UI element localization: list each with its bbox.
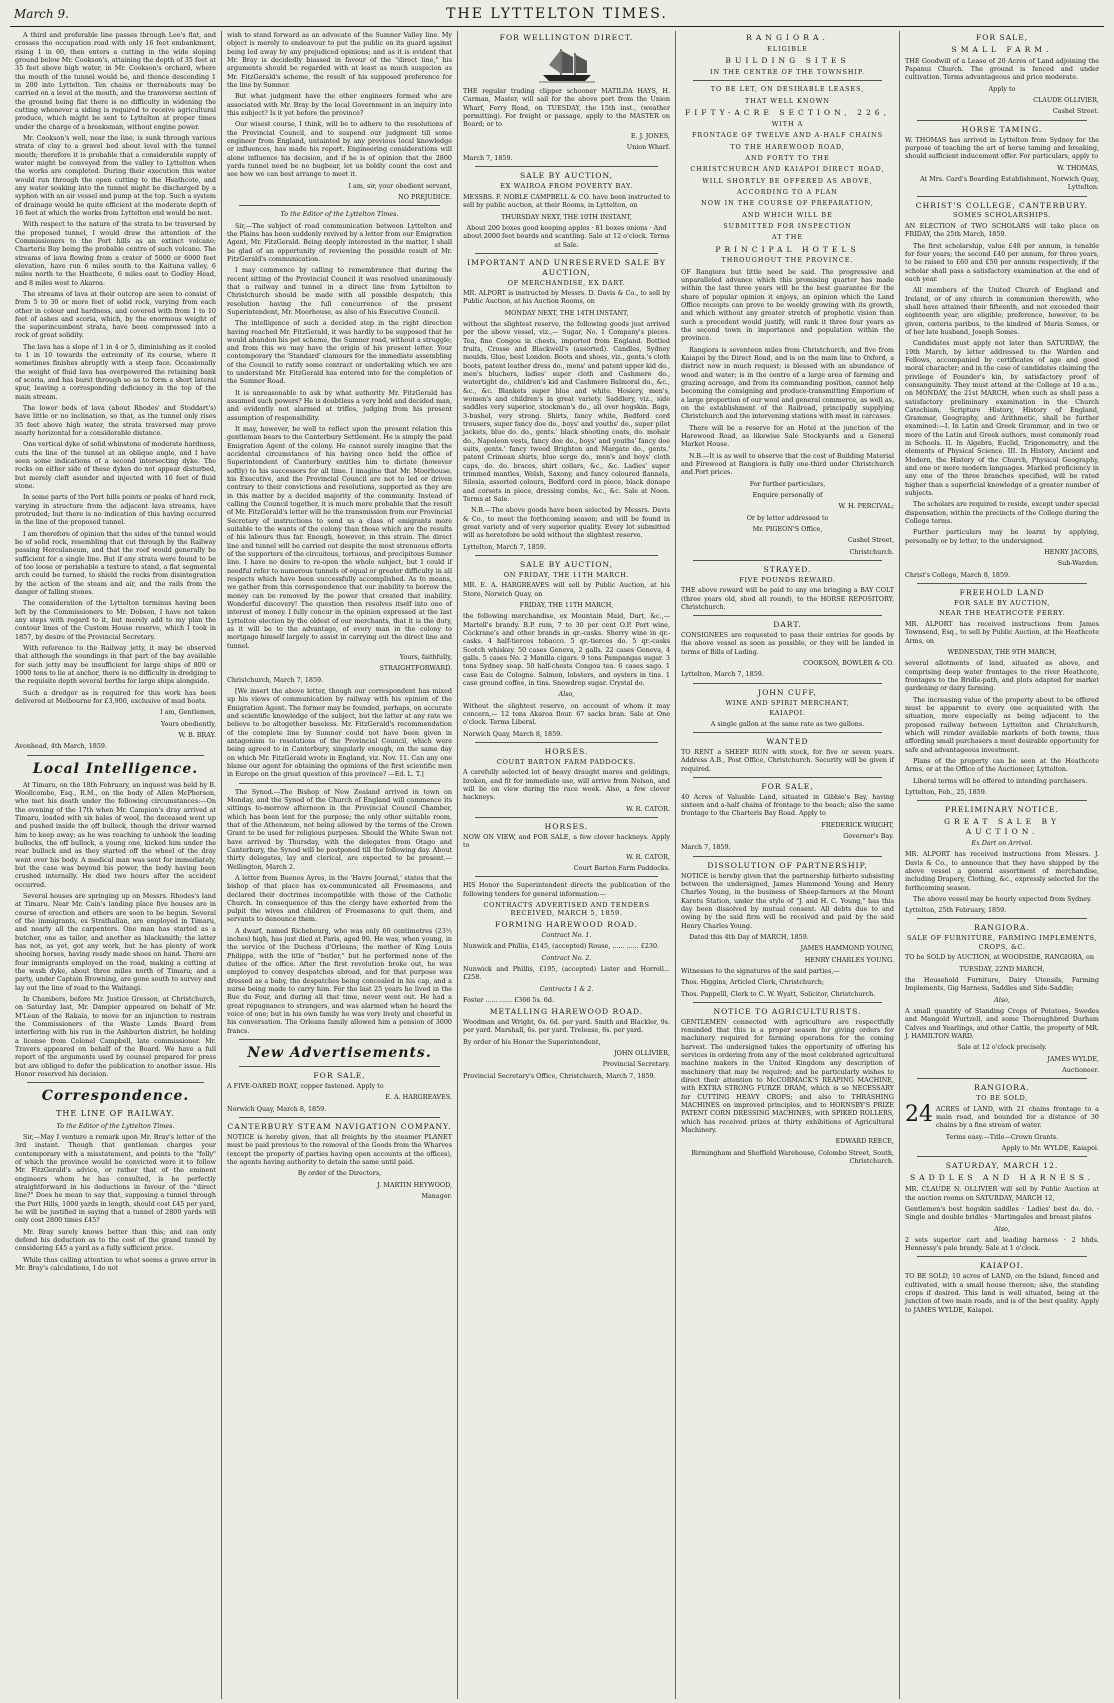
ad-subtitle: TO BE SOLD, xyxy=(976,1094,1028,1103)
advertisement xyxy=(681,33,894,556)
article-paragraph: The consideration of the Lyttelton terminus having been left by the Commissioners to Mr. Dobson, I have not taken any steps with regard to it, but merely add to my plan the contour lines of the Custom House reserve, which I took in 1857, by desire of the Provincial Secretary. xyxy=(15,599,216,641)
letter-paragraph: The intelligence of such a decided step in the right direction having reached Mr. FitzGerald, it was hardly to be supposed that he would abandon his pet scheme, the Sumner road, without a struggle; and from this we may have the origin of his present letter. Your contemporary the 'Standard' clamours for the immediate assembling of the Council to ratify some contract or undertaking which we are to understand Mr. FitzGerald has entered into for the completion of the Sumner Road. xyxy=(227,319,452,386)
ad-subtitle: OF MERCHANDISE, EX DART. xyxy=(507,278,626,287)
ad-line: Apply to xyxy=(988,84,1016,93)
ad-body: TO be SOLD by AUCTION, at WOODSIDE, RANGIORA, on xyxy=(905,953,1095,962)
divider xyxy=(917,800,1087,801)
ad-date: Norwich Quay, March 8, 1859. xyxy=(463,729,563,738)
advertisement xyxy=(905,1083,1099,1152)
ad-title: SALE BY AUCTION, xyxy=(519,560,614,569)
ad-title: FORMING HAREWOOD ROAD. xyxy=(495,920,638,930)
news-paragraph: A letter from Buenos Ayres, in the 'Havre Journal,' states that the bishop of that place has ex-communicated all Freemasons, and declared their doctrines incompatible with those of the Catholic Church. In consequence of this the clergy have exhorted from the pulpit the wives and children of Freemasons to quit them, and servants to denounce them. xyxy=(227,873,452,924)
ad-place: Court Barton Farm Paddocks. xyxy=(573,863,670,872)
divider xyxy=(239,1039,440,1040)
acre-count: 24 xyxy=(905,1101,933,1127)
ad-items: About 200 boxes good keeping apples · 81 boxes onions · And about 2000 feet boards and scantling. Sale at 12 o'clock. Terms at Sale. xyxy=(463,223,670,249)
contract-line: Foster ...... ...... £366 5s. 6d. xyxy=(463,995,554,1004)
signature-name: W. B. BRAY. xyxy=(178,730,216,739)
ad-when: TUESDAY, 22ND MARCH, xyxy=(959,964,1045,973)
ad-note: N.B.—It is as well to observe that the cost of Building Material and Firewood at Rangiora is fully one-third under Christchurch and Port prices. xyxy=(681,451,894,477)
news-paragraph: In Chambers, before Mr. Justice Gresson, at Christchurch, on Saturday last, Mr. Dampier appeared on behalf of Mr. M'Lean of the Rakaia, to move for an injunction to restrain the Commissioners of the Waste Lands Board from interfering with his run in the Ashburton district, he holding a license from Colonel Campbell, late commissioner. Mr. Travers appeared on behalf of the Board. We have a full report of the arguments used by counsel prepared for press but are obliged to defer the publication to another issue. His Honor reserved his decision. xyxy=(15,994,216,1078)
ship-icon xyxy=(537,45,597,85)
ad-role: Manager. xyxy=(421,1191,452,1200)
divider xyxy=(475,876,658,877)
ad-subtitle: COURT BARTON FARM PADDOCKS. xyxy=(496,757,637,766)
advertisement xyxy=(463,881,670,1080)
news-paragraph: The Synod.—The Bishop of New Zealand arrived in town on Monday, and the Synod of the Church of England will commence its sittings to-morrow afternoon in the Provincial Council Chamber, which has been lent for the purpose; the only other suitable room, that of the Athenæum, not being allowed by the terms of the Crown Grant to be used for religious purposes. Should the White Swan not have arrived by Thursday, with the delegates from Otago and Canterbury, the Synod will be postponed till the following day. About thirty delegates, lay and clerical, are expected to be present.—Wellington, March 2. xyxy=(227,787,452,871)
letter-paragraph: It may, however, be well to reflect upon the present relation this gentleman bears to the Canterbury Settlement. He is simply the paid Emigration Agent of the colony. He cannot surely imagine that the accidental circumstance of his having once held the office of Superintendent of Canterbury entitles him to dictate (however softly) to his successors for all time. I imagine that Mr. Moorhouse, his Executive, and the Provincial Council are not to led or driven contrary to their convictions and resolutions, supported as they are in this matter by a decided majority of the community. Instead of calling the Council together, it is much more probable that the result of Mr. FitzGerald's letter will be the transmission from our Provincial Secretary of instructions to send us a class of emigrants more suitable to the wants of the colony than those which are the results of his labours thus far. Enough, however, in this strain. The direct line and tunnel will be carried out despite the most strenuous efforts of the supporters of the circuitous, tortuous, and precipitous Sumner line. I have no desire to re-open the whole subject, but I could if needful refer to numerous tunnels of equal or greater difficulty in all respects which have been successfully accomplished. As to means, we gather from this correspondence that our inability to borrow the money can be removed by the power that created that inability. Wonderful discovery! The question then resolves itself into one of interest of money. I fully concur in the opinion expressed at the last Lyttelton election by the oldest of our merchants, that it is the duty, as it will be to the advantage, of every man in the colony to mortgage himself largely to assist in carrying out the direct line and tunnel. xyxy=(227,425,452,650)
letter-paragraph: Our wisest course, I think, will be to adhere to the resolutions of the Provincial Council, and to suspend our judgment till some engineer from England, untainted by any previous local knowledge or influences, has made his report. Engineering considerations will alone influence his decision, and if he is of opinion that the 2800 yards tunnel need be no bugbear, let us boldly count the cost and see how we can best arrange to meet it. xyxy=(227,120,452,179)
ad-when: THURSDAY NEXT, THE 10TH INSTANT, xyxy=(501,212,632,221)
ad-place: Birmingham and Sheffield Warehouse, Colombo Street, South, Christchurch. xyxy=(691,1148,894,1165)
ad-title: RANGIORA. xyxy=(974,1083,1030,1093)
divider xyxy=(917,1256,1087,1257)
ad-line: Thos. Pappelll, Clerk to C. W. Wyatt, Solicitor, Christchurch. xyxy=(681,989,876,998)
ad-body: The scholars are required to reside, except under special dispensation, within the precincts of the College during the College terms. xyxy=(905,500,1099,526)
article-paragraph: Mr. Cookson's well, near the line, is sunk through various strata of clay to a gravel bed about level with the tunnel mouth; therefore it is probable that a considerable supply of water might be conveyed from the valley to Lyttelton when the works are completed. During their execution this water would run through the open cutting to the Heathcote, and any water soaking into the tunnel might be discharged by a syphon with an air vessel and pump at the top. Such a system of drainage would be quite efficient at the moderate depth of 16 feet at which the works from Lyttelton end would be met. xyxy=(15,133,216,217)
ad-body: A single gallon at the same rate as two gallons. xyxy=(710,719,865,728)
ad-title: NOTICE TO AGRICULTURISTS. xyxy=(713,1006,862,1016)
ad-signature: JAMES HAMMOND YOUNG, xyxy=(800,944,894,953)
ad-title: WANTED xyxy=(766,737,809,747)
divider xyxy=(475,166,658,167)
ad-signature: CLAUDE OLLIVIER, xyxy=(1033,96,1099,105)
ad-place: Christchurch. xyxy=(849,547,894,556)
ad-line: THAT WELL KNOWN xyxy=(745,96,830,105)
letter-heading: THE LINE OF RAILWAY. xyxy=(56,1109,175,1119)
ad-signature: EDWARD REECE, xyxy=(835,1137,894,1146)
ad-signature: W. R. CATOR, xyxy=(626,852,670,861)
advertisement xyxy=(227,1071,452,1113)
ad-line: By order of his Honor the Superintendent, xyxy=(463,1037,601,1046)
divider xyxy=(27,1082,204,1083)
ad-items: Gentlemen's best hogskin saddles · Ladies' best do. do. · Single and double bridles · Martingales and breast plates xyxy=(905,1204,1099,1222)
ad-line: ELIGIBLE xyxy=(767,44,808,53)
letter-paragraph: Sir,—May I venture a remark upon Mr. Bray's letter of the 3rd instant. Though that gentleman charges your contemporary with a misstatement, and points to the "folly" of which the province would be convicted were it to follow Mr. FitzGerald's advice, or rather that of the eminent engineers whom he has consulted, is he perfectly straightforward in his deductions in favour of the "direct line?" Does he mean to say that, supposing a tunnel through the Port Hills, 1000 yards in length, should cost £45 per yard, he will be justified in saying that a tunnel of 2800 yards will only cost 2800 times £45? xyxy=(15,1133,216,1225)
divider xyxy=(693,1002,882,1003)
divider xyxy=(917,196,1087,197)
ad-line: Sale at 12 o'clock precisely. xyxy=(957,1043,1047,1052)
ad-place: At Mrs. Card's Boarding Establishment, Norwich Quay, Lyttelton. xyxy=(920,174,1099,192)
advertisement xyxy=(905,201,1099,580)
ad-signature: W. THOMAS, xyxy=(1057,163,1099,172)
ad-line: Or by letter addressed to xyxy=(746,513,829,522)
ad-body: The increasing value of the property about to be offered must be apparent to every one acquainted with the situation, more especially as being adjacent to the proposed railway between Lyttelton and Christchurch, which will render available markets of both towns, thus affording small purchasers a most desirable opportunity for safe and advantageous investment. xyxy=(905,695,1099,754)
ad-items: the following merchandise, ex Mountain Maid, Dart, &c.,— Martell's brandy. B.P. rum, 7 to 30 per cent O.P. Port wine, Cockrane's and other brands in qr.-casks. Sherry wine in qr.-casks. 4 half-tierces tobacco. 5 qr.-tierces do. 5 qr.-casks Scotch whiskey. 50 cases Geneva, 2 galls. 22 cases Geneva, 4 galls. 5 cases No. 2 Manilla cigars. 9 tons Pampangas sugar. 3 tons Sydney soap. 50 half-chests Congou tea. 6 cases sago. 1 case Eau de Cologne. Salmon, lobsters, and oysters in tins. 1 case ground coffee, in tins. Snowdrop sugar. Crystal do. xyxy=(463,612,670,688)
ad-body: MR. E. A. HARGREAVES will sell by Public Auction, at his Store, Norwich Quay, on xyxy=(463,581,670,598)
ad-line: AND FORTY TO THE xyxy=(745,153,830,162)
divider xyxy=(917,583,1087,584)
ad-subtitle: FOR SALE BY AUCTION, xyxy=(953,598,1050,607)
ad-subtitle: WINE AND SPIRIT MERCHANT, xyxy=(725,698,850,707)
ad-body: MR. ALPORT is instructed by Messrs. D. Davis & Co., to sell by Public Auction, at his Auction Rooms, on xyxy=(463,289,670,306)
ad-signature: COOKSON, BOWLER & CO. xyxy=(803,659,894,668)
ad-body: Rangiora is seventeen miles from Christchurch, and five from Kaiapoi by the Direct Road, and is on the main line to Oxford, a district now in much request; is blessed with an abundance of wood and water; is in the centre of a large area of farming and grazing acreage, and from its commanding position, cannot help becoming the consigning and produce-transmitting Emporium of a large proportion of our wool and general commerce, as well as, on the establishment of the Railroad, principally supplying Christchurch and the intervening stations with meat in carcases. xyxy=(681,345,894,421)
ad-date: Norwich Quay, March 8, 1859. xyxy=(227,1104,327,1113)
ad-signature: W. R. CATOR. xyxy=(626,804,670,813)
ad-subtitle: SALE OF FURNITURE, FARMING IMPLEMENTS, CROPS, &C. xyxy=(906,934,1098,951)
ad-body: NOTICE is hereby given that the partnership hitherto subsisting between the undersigned, James Hammond Young and Henry Charles Young, in the business of Sheep-farmers at the Mount Karetu Station, under the style of "J. and H. C. Young," has this day been dissolved by mutual consent. All debts due to and owing by the said firm will be received and paid by the said Henry Charles Young. xyxy=(681,871,894,930)
ad-body: TO BE SOLD, 10 acres of LAND, on the Island, fenced and cultivated, with a small house thereon; also, the standing crops if desired. This land is well situated, being at the junction of two main roads, and is of the best quality. Apply to JAMES WYLDE, Kaiapoi. xyxy=(905,1272,1099,1314)
ad-title: RANGIORA. xyxy=(746,33,829,42)
divider xyxy=(693,683,882,684)
advertisement xyxy=(681,1007,894,1165)
ad-items: Without the slightest reserve, on account of whom it may concern,— 12 tons Akaroa flour. 67 sacks bran. Sale at One o'clock. Terms Liberal. xyxy=(463,701,670,727)
ad-title: RANGIORA. xyxy=(974,923,1030,933)
ad-role: Auctioneer. xyxy=(1062,1066,1099,1075)
ad-body: Candidates must apply not later than SATURDAY, the 19th March, by letter addressed to the Warden and Fellows, accompanied by certificates of age and good moral character; and in the case of candidates claiming the privilege of Founder's kin, by satisfactory proof of consanguinity. They must attend at the College at 10 a.m., on MONDAY, the 21st MARCH, when such as shall pass a satisfactory preliminary examination in the Church Catechism, Scripture History, History of England, Grammar, Geography, and Arithmetic, shall be further examined:—I. In Latin and Greek Grammar, and in two or more of the Latin and Greek authors, most commonly read in Schools. II. In Algebra, Euclid, Trigonometry, and the elements of Physical Science. III. In History, Ancient and Modern, the History of the Church, Physical Geography, and one or more modern languages. Marked proficiency in any one of the three branches specified, will be rated higher than a superficial knowledge of a greater number of subjects. xyxy=(905,339,1099,498)
divider xyxy=(239,783,440,784)
ad-title: HORSE TAMING. xyxy=(961,124,1043,134)
editor-note: [We insert the above letter, though our correspondent has mixed up his views of communication by railway with his opinion of the Emigration Agent. The former may be founded, perhaps, on accurate and scientific knowledge of the subject, but the latter at any rate we believe to be altogether baseless. Mr. FitzGerald's recommendation of the complete line by Sumner could not have been given in antagonism to resolutions of the Provincial Council, which were being agreed to in Canterbury, singularly enough, on the same day on which Mr. FitzGerald wrote in England, viz. Nov. 11. Can any one blame our agent for obtaining the opinions of the first scientific men in Europe on the great question of this province? —Ed. L. T.] xyxy=(227,686,452,779)
ad-title: KAIAPOI. xyxy=(979,1261,1025,1271)
ad-body: A carefully selected lot of heavy draught mares and geldings, broken, and fit for immediate use, will arrive from Nelson, and will be on view during the race week. Also, a few clever hackneys. xyxy=(463,768,670,802)
signature-name: STRAIGHTFORWARD. xyxy=(379,664,452,673)
letter-paragraph: I may commence by calling to remembrance that during the recent sitting of the Provincial Council it was resolved unanimously that a railway and tunnel in a direct line from Lyttelton to Christchurch should be made with all possible despatch; this resolution having the full concurrence of the present Superintendent, Mr. Moorhouse, as also of his Executive Council. xyxy=(227,266,452,316)
ad-signature: W. H. PERCIVAL; xyxy=(838,502,894,511)
advertisement xyxy=(681,782,894,852)
signature-line: Yours, faithfully, xyxy=(399,652,452,661)
ad-signature: HENRY CHARLES YOUNG. xyxy=(804,955,894,964)
news-paragraph: Several houses are springing up on Messrs. Rhodes's land at Timaru. Near Mr. Cain's landing place five houses are in course of erection and others are soon to be begun. Several of the immigrants, ex Strathallan, are employed in Timaru, and nearly all the carpenters. One man has started as a butcher, one as tailor, and another as blacksmith; the latter has not, as yet, got any work, but he has plenty of work shoeing horses, having ready made shoes on hand. There are four immigrants employed on the road, making a cutting at the wash dyke, about three miles north of Timaru; and a party, under Captain Browning, are gone south to survey and lay out the line of road to the Waitangi. xyxy=(15,892,216,992)
signature-line: Yours obediently, xyxy=(160,719,216,728)
ad-line: AND WHICH WILL BE xyxy=(742,210,833,219)
ad-also: Also, xyxy=(994,995,1010,1004)
ad-body: CONSIGNEES are requested to pass their entries for goods by the above vessel as soon as possible, or they will be landed in terms of Bills of Lading. xyxy=(681,631,894,656)
ad-line: Thos. Higgins, Articled Clerk, Christchurch; xyxy=(681,978,825,987)
ad-body: Further particulars may be learnt by applying, personally or by letter, to the undersigned. xyxy=(905,528,1099,545)
ad-body: HIS Honor the Superintendent directs the publication of the following tenders for general information:— xyxy=(463,881,670,898)
article-paragraph: The lower beds of lava (about Rhodes' and Stoddart's) have little or no inclination, so that, as the tunnel only rises 35 feet above high water, the strata traversed may prove nearly horizontal for a considerable distance. xyxy=(15,404,216,438)
ad-place: Union Wharf. xyxy=(626,142,670,151)
advertisement xyxy=(463,258,670,551)
article-paragraph: Such a dredger as is required for this work has been delivered at Melbourne for £3,900, exclusive of mud boats. xyxy=(15,688,216,705)
advertisement xyxy=(463,747,670,813)
news-paragraph: A dwarf, named Richebourg, who was only 60 centimetres (23½ inches) high, has just died at Paris, aged 90. He was, when young, in the service of the Duchess d'Orleans, the mother of King Louis Philippe, with the title of "butler," but he performed none of the duties of the office. After the first revolution broke out, he was employed to convey despatches abroad, and for that purpose was dressed as a baby, the despatches being concealed in his cap, and a nurse being made to carry him. For the last 25 years he lived in the Rue du Four, and during all that time, never went out. He had a great repugnance to strangers, and was alarmed when he heard the voice of one; but in his own family he was very lively and cheerful in his conversation. The Orleans family allowed him a pension of 3000 francs. xyxy=(227,926,452,1035)
ad-body: MR. ALPORT has received instructions from Messrs. J. Davis & Co., to announce that they have shipped by the above vessel a general assortment of merchandise, including Drapery, Clothing, &c., expressly selected for the forthcoming season. xyxy=(905,850,1099,892)
advertisement xyxy=(681,688,894,728)
ad-title: SATURDAY, MARCH 12. xyxy=(945,1161,1059,1171)
advertisement xyxy=(905,33,1099,116)
divider xyxy=(917,1156,1087,1157)
masthead-date: March 9. xyxy=(14,7,69,21)
advertisement xyxy=(905,588,1099,796)
advertisement xyxy=(227,1122,452,1200)
signature-line: I am, Gentlemen, xyxy=(160,708,216,717)
letter-paragraph: But what judgment have the other engineers formed who are associated with Mr. Bray by the local Government in an inquiry into this subject? Is it yet before the province? xyxy=(227,92,452,117)
ad-body: MESSRS. F. NOBLE CAMPBELL & CO. have been instructed to sell by public auction, at their Rooms, in Lyttelton, on xyxy=(463,192,670,210)
ad-body: ACRES of LAND, with 21 chains frontage to a main road, and bounded for a distance of 30 chains by a fine stream of water. xyxy=(936,1104,1099,1130)
masthead-title: THE LYTTELTON TIMES. xyxy=(446,6,668,22)
contract-line: Nunwick and Phillis, £145, (accepted) Rouse, ...... ...... £230. xyxy=(463,942,660,951)
advertisement xyxy=(681,565,894,611)
ad-date: Dated this 4th Day of MARCH, 1859. xyxy=(689,932,809,941)
ad-date: Provincial Secretary's Office, Christchurch, March 7, 1859. xyxy=(463,1071,656,1080)
ad-body: Liberal terms will be offered to intending purchasers. xyxy=(913,776,1088,785)
ad-body: AN ELECTION of TWO SCHOLARS will take place on FRIDAY, the 25th March, 1859. xyxy=(905,221,1099,239)
ad-signature: HENRY JACOBS, xyxy=(1044,548,1099,557)
ad-line: THROUGHOUT THE PROVINCE. xyxy=(721,256,854,265)
signature-name: NO PREJUDICE. xyxy=(398,192,452,201)
ad-body: Plans of the property can be seen at the Heathcote Arms, or at the Office of the Auctioneer, Lyttelton. xyxy=(905,756,1099,774)
divider xyxy=(475,742,658,743)
ad-line: Apply to Mr. WYLDE, Kaiapoi. xyxy=(1001,1144,1099,1153)
advertisement xyxy=(905,125,1099,192)
ad-title: CANTERBURY STEAM NAVIGATION COMPANY. xyxy=(227,1122,452,1132)
ad-line: CHRISTCHURCH AND KAIAPOI DIRECT ROAD, xyxy=(690,165,885,174)
ad-line: TO BE LET, ON DESIRABLE LEASES, xyxy=(710,85,865,94)
ad-line: TO THE HAREWOOD ROAD, xyxy=(730,142,845,151)
ad-body: MR. ALPORT has received instructions from James Townsend, Esq., to sell by Public Auction, at the Heathcote Arms, on xyxy=(905,620,1099,645)
ad-subtitle: FIVE POUNDS REWARD. xyxy=(739,575,836,584)
advertisement xyxy=(905,1161,1099,1252)
advertisement xyxy=(463,822,670,872)
ad-title: HORSES. xyxy=(544,747,589,756)
ad-body: several allotments of land, situated as above, and comprising deep water frontages to the river Heathcote, frontages to the Bridle-path, and plots adapted for market gardening or dairy farming. xyxy=(905,659,1099,693)
signature-date: Christchurch, March 7, 1859. xyxy=(227,675,324,684)
ad-place: Cashel Street. xyxy=(1052,107,1099,116)
column-2 xyxy=(222,31,458,1699)
ad-when: WEDNESDAY, THE 9TH MARCH, xyxy=(947,648,1057,657)
ad-line: Mr. PIGEON'S Office, xyxy=(752,524,823,533)
divider xyxy=(693,777,882,778)
ad-body: MR. CLAUDE N. OLLIVIER will sell by Public Auction at the auction rooms on SATURDAY, MARCH 12, xyxy=(905,1185,1099,1202)
ad-body: The first scholarship, value £48 per annum, is tenable for four years; the second £40 per annum, for three years, to be raised to £60 and £50 per annum respectively, if the scholar shall pass a satisfactory examination at the end of each year. xyxy=(905,241,1099,283)
ad-date: Lyttelton, March 7, 1859. xyxy=(681,670,764,679)
ad-body: THE regular trading clipper schooner MATILDA HAYS, H. Carman, Master, will sail for the above port from the Union Wharf, Ferry Road, on TUESDAY, the 15th inst., (weather permitting). For freight or passage, apply to the MASTER on Board; or to xyxy=(463,86,670,129)
ad-place: Cashel Street, xyxy=(847,536,894,545)
ad-body: THE Goodwill of a Lease of 20 Acres of Land adjoining the Papanui Church. The ground is fenced and under cultivation. Terms advantageous and price moderate. xyxy=(905,56,1099,82)
advertisement xyxy=(463,33,670,162)
ad-subtitle: EX WAIROA FROM POVERTY BAY. xyxy=(500,182,633,191)
divider xyxy=(239,1117,440,1118)
ad-line: BUILDING SITES xyxy=(725,56,850,66)
ad-date: Christ's College, March 8, 1859. xyxy=(905,570,1011,579)
advertisement xyxy=(905,923,1099,1074)
advertisement xyxy=(905,1261,1099,1314)
article-paragraph: I am therefore of opinion that the sides of the tunnel would be of solid rock, resembling that cut through by the Railway passing Herculaneum, and that the roof would generally be sufficient for a single line. But if any strata were found to be of too loose or perishable a texture to stand, a flat segmental arch could be turned, to shield the rocks from disintegration by the action of the steam and air, and the rails from the danger of falling stones. xyxy=(15,529,216,596)
ad-place: Governor's Bay. xyxy=(843,832,894,841)
ad-line: ACCORDING TO A PLAN xyxy=(737,187,838,196)
letter-paragraph: It is unreasonable to ask by what authority Mr. FitzGerald has assumed such powers? He is doubtless a very bold and decided man, and evidently not alarmed at trifles, judging from his present assumption of responsibility. xyxy=(227,388,452,422)
divider xyxy=(475,817,658,818)
columns xyxy=(10,27,1104,1703)
letter-paragraph: wish to stand forward as an advocate of the Sumner Valley line. My object is merely to endeavour to put the public on its guard against being led away by any prejudiced opinions; and as it is evident that Mr. Bray is decidedly biassed in favour of the "direct line," his arguments should be regarded with at least as much suspicion as Mr. FitzGerald's scheme, the result of his supposed preference for the line by Sumner. xyxy=(227,31,452,89)
ad-items: without the slightest reserve, the following goods just arrived per the above vessel, viz.,— Sugar, No. 1 Company's pieces. Tea, fine Congou in chests, imported from England. Bottled fruits, Crosse and Blackwell's (assorted). Candles, Sydney moulds. Glue, best London. Boots and shoes, viz., gents.'s cloth boots, patent leather dress do., mens' and patent upper kid do., men's bluchers, ladies' super cloth and Cashmere do., watertight do., children's kid and Cashmere Balmoral do., &c., &c., &c. Blankets super blue and white. Hosiery, men's, women's and children's in great variety. Saddlery, viz., side saddles very superior, stockman's do., all over hogskin. Bags, 3-bushel, very strong. Shirts, fancy white, Bedford cord trousers, super fancy doe do., boys' and youths' do., super pilot jackets, blue do. do., gents.' black shooting coats, do. mohair do., Napoleon vests, fancy doe do., boys' and youths' fancy doe suits, gents.' fancy tweed Brighton and Margate do., gents.' patent Crimean shirts, blue serge do., men's and boys' cloth caps, do. do. braces, shirt collars, &c., &c. Ladies' super trimmed mantles, Welsh, Saxony, and fancy coloured flannels, Silesia, assorted colours, Bedford cord in piece, black donape and corsets in piece, dressing combs, &c., &c. Sale at Noon. Terms at Sale. xyxy=(463,320,670,504)
ad-subtitle: SADDLES AND HARNESS. xyxy=(909,1173,1095,1183)
ad-role: Provincial Secretary. xyxy=(602,1060,670,1069)
signature-date: Avonhead, 4th March, 1859. xyxy=(15,742,108,751)
contract-line: Nunwick and Phillis, £195, (accepted) Lister and Horrell... £258. xyxy=(463,964,670,982)
ad-signature: JAMES WYLDE, xyxy=(1047,1054,1099,1063)
ad-title: FREEHOLD LAND xyxy=(959,588,1045,598)
ad-line: WITH A xyxy=(771,119,804,128)
divider xyxy=(917,918,1087,919)
divider xyxy=(693,560,882,561)
ad-line: NOW IN THE COURSE OF PREPARATION, xyxy=(701,199,874,208)
divider xyxy=(917,120,1087,121)
ad-date: Lyttelton, March 7, 1859. xyxy=(463,542,546,551)
ad-date: Lyttelton, Feb., 25, 1859. xyxy=(905,787,987,796)
letter-paragraph: Mr. Bray surely knows better than this; and can only defend his deduction as to the cost of the grand tunnel by considering £45 a yard as a fully sufficient price. xyxy=(15,1227,216,1253)
ad-body: NOTICE is hereby given, that all freights by the steamer PLANET must be paid previous to the removal of the Goods from the Wharves (except the property of parties having open accounts at the offices), the agents having authority to detain the same until paid. xyxy=(227,1132,452,1166)
divider xyxy=(693,732,882,733)
ad-line: FIFTY-ACRE SECTION, 226, xyxy=(684,108,891,118)
ad-title: STRAYED. xyxy=(763,564,812,574)
ad-subtitle: CONTRACTS ADVERTISED AND TENDERS RECEIVED, MARCH 5, 1859. xyxy=(483,900,650,918)
ad-line: AT THE xyxy=(771,233,804,242)
ad-line: By order of the Directors, xyxy=(297,1169,382,1178)
ad-subtitle: GREAT SALE BY AUCTION. xyxy=(943,817,1061,836)
ad-date: March 7, 1859. xyxy=(463,154,513,163)
ad-subtitle: ON FRIDAY, THE 11TH MARCH. xyxy=(503,570,630,579)
ad-title: IMPORTANT AND UNRESERVED SALE BY AUCTION, xyxy=(467,257,666,277)
ad-when: FRIDAY, THE 11TH MARCH, xyxy=(519,601,614,610)
letter-paragraph: Sir,—The subject of road communication between Lyttelton and the Plains has been suddenly revived by a letter from our Emigration Agent, Mr. FitzGerald. Being deeply interested in the matter, I shall be glad of an opportunity of reviewing the possible result of Mr. FitzGerald's communication. xyxy=(227,221,452,263)
section-heading-correspondence: Correspondence. xyxy=(41,1088,190,1105)
letter-addressee: To the Editor of the Lyttelton Times. xyxy=(280,210,399,219)
ad-line: Witnesses to the signatures of the said parties,— xyxy=(681,966,840,975)
divider xyxy=(27,755,204,756)
divider xyxy=(693,615,882,616)
divider xyxy=(239,205,440,206)
ad-when: MONDAY NEXT, THE 14TH INSTANT, xyxy=(504,308,629,317)
news-paragraph: At Timaru, on the 18th February, an inquest was held by B. Woollcombe, Esq., R.M., on the body of Allen McPherson, who met his death under the following circumstances:—On the evening of the 17th when Mr. Campion's dray arrived at Timaru, loaded with six bales of wool, the deceased went up and pushed inside the off bullock, though the driver warned him to keep away; as he was reaching to unhook the leading bullocks, the off bullock, a young one, kicked him under the rear bullock and as they started off the wheel of the dray went over his body. A medical man was sent for immediately, but the case was beyond his power, the body having been crushed internally. He died two hours after the accident occurred. xyxy=(15,780,216,889)
ad-title: SALE BY AUCTION, xyxy=(519,171,614,181)
ad-date: March 7, 1859. xyxy=(681,843,731,852)
advertisement xyxy=(681,620,894,679)
divider xyxy=(693,856,882,857)
ad-body: A FIVE-OARED BOAT, copper fastened. Apply to xyxy=(227,1082,384,1091)
ad-title: PRELIMINARY NOTICE. xyxy=(945,805,1059,815)
ad-signature: FREDERICK WRIGHT, xyxy=(821,820,894,829)
letter-paragraph: While thus calling attention to what seems a grave error in Mr. Bray's calculations, I do not xyxy=(15,1255,216,1273)
contract-label: Contracts 1 & 2. xyxy=(539,984,594,993)
ad-body: GENTLEMEN connected with agriculture are respectfully reminded that this is a proper season for giving orders for machinery required for farming operations for the coming harvest. The undersigned takes the opportunity of offering his services in ordering from any of the most celebrated agricultural machine makers in the United Kingdom any description of machinery that may be required; and he particularly wishes to direct their attention to McCORMACK'S REAPING MACHINE, with EXTRA STRONG FURZE DRAM, which is so NECESSARY for CUTTING HEAVY CROPS; and also to THRASHING MACHINES on improved principles, and to HORNSBY'S PRIZE PATENT CORN DRESSING MACHINES, with SPIKED ROLLERS, which has received prizes at thirty exhibitions of Agricultural Machinery. xyxy=(681,1017,894,1134)
ad-body: The above vessel may be hourly expected from Sydney. xyxy=(913,894,1092,903)
ad-line: SUBMITTED FOR INSPECTION xyxy=(723,221,852,230)
masthead xyxy=(10,6,1104,27)
signature-line: I am, sir, your obedient servant, xyxy=(348,181,452,190)
ad-subtitle: NEAR THE HEATHCOTE FERRY. xyxy=(938,609,1066,618)
ad-title: JOHN CUFF, xyxy=(758,687,817,697)
ad-title: FOR WELLINGTON DIRECT. xyxy=(499,33,634,42)
article-paragraph: The lava has a slope of 1 in 4 or 5, diminishing as it cooled to 1 in 10 towards the extremity of its course, where it sometimes finishes abruptly with a steep face. Occasionally the weight of fluid lava has overpowered the retaining bank of scoria, and has burst through so as to form a short lateral spur, leaving a corresponding deficiency in the top of the main stream. xyxy=(15,342,216,401)
ad-subtitle: KAIAPOI. xyxy=(769,709,806,718)
divider xyxy=(475,253,658,254)
ad-role: Sub-Warden. xyxy=(1057,559,1099,568)
ad-signature: E. A. HARGREAVES. xyxy=(385,1093,452,1102)
contract-label: Contract No. 1. xyxy=(541,930,592,939)
ad-note: N.B.—The above goods have been selected by Messrs. Davis & Co., to meet the forthcoming season; and will be found in great variety and of very superior quality. Every lot submitted will as heretofore be sold without the slightest reserve. xyxy=(463,506,670,540)
article-paragraph: In some parts of the Port hills points or peaks of hard rock, varying in structure from the adjacent lava streams, have protruded; but there is no indication of this having occurred in the line of the proposed tunnel. xyxy=(15,493,216,527)
ad-subtitle: SOMES SCHOLARSHIPS. xyxy=(952,211,1051,220)
column-5 xyxy=(900,31,1104,1699)
section-heading-new-advertisements: New Advertisements. xyxy=(247,1045,432,1062)
article-paragraph: With reference to the Railway jetty, it may be observed that although the soundings in that part of the bay available for such jetty may be insufficient for large ships of 800 or 1000 tons to lie at anchor, there is no difficulty in dredging to the requisite depth several berths for large ships alongside. xyxy=(15,643,216,686)
ad-body: All members of the United Church of England and Ireland, or of any church in communion therewith, who shall have attained their fifteenth, and not exceeded their eighteenth year, are eligible; preference, however, to be given, cæteris paribus, to the kindred of Maria Somes, or of her late husband, Joseph Somes. xyxy=(905,286,1099,336)
ad-line: Terms easy.—Title—Crown Grants. xyxy=(945,1132,1059,1141)
divider xyxy=(475,555,658,556)
advertisement xyxy=(905,805,1099,914)
advertisement xyxy=(463,171,670,248)
ad-also: Also, xyxy=(994,1224,1010,1233)
ad-body: the Household Furniture, Dairy Utensils, Farming Implements, Gig Harness, Saddles and Side-Saddle; xyxy=(905,976,1099,993)
ad-body: TO RENT a SHEEP RUN with stock, for five or seven years. Address A.B., Post Office, Christchurch. Security will be given if required. xyxy=(681,747,894,773)
ad-line: For further particulars, xyxy=(749,479,826,488)
article-paragraph: The streams of lava at their outcrop are seen to consist of from 5 to 30 or more feet of solid rock, varying from each other in colour and hardness, and covered with from 1 to 10 feet of ashes and scoria, which, by the enormous weight of the superincumbent strata, have been compressed into a rock of great solidity. xyxy=(15,289,216,340)
ad-body: OF Rangiora but little need be said. The progressive and unparalleled advance which this promising quarter has made within the last three years will be the best guarantee for the share of popular opinion it enjoys, an opinion which the Land Office receipts can prove to be weekly growing with its growth, and which without any greater stretch of prophetic vision than such a precedent would justify, will rank it three four years as the second town in importance and population within the province. xyxy=(681,267,894,343)
ad-body: There will be a reserve for an Hotel at the junction of the Harewood Road, as likewise Sale Stockyards and a General Market House. xyxy=(681,423,894,449)
ad-body: THE above reward will be paid to any one bringing a BAY COLT (three years old, shod all round), to the HORSE REPOSITORY, Christchurch. xyxy=(681,586,894,611)
letter-addressee: To the Editor of the Lyttelton Times. xyxy=(56,1121,175,1130)
divider xyxy=(693,80,882,81)
ad-body: W. THOMAS has arrived in Lyttelton from Sydney for the purpose of teaching the art of horse taming and breaking, should sufficient inducement offer. For particulars, apply to xyxy=(905,135,1099,161)
article-paragraph: With respect to the nature of the strata to be traversed by the proposed tunnel, I would draw the attention of the Commissioners to the Port hills as an extinct volcano; Charteris Bay being the probable centre of such volcano. The streams of lava flowing from a crater of 5000 or 6000 feet elevation, have run 6 miles south to the Kaituna valley, 6 miles north to the Heathcote, 6 miles east to Godley Head, and 8 miles west to Akaroa. xyxy=(15,220,216,287)
ad-also: Also, xyxy=(558,690,575,699)
ad-title: HORSES. xyxy=(544,822,589,832)
column-1 xyxy=(10,31,222,1699)
ad-title: FOR SALE, xyxy=(761,781,814,791)
ad-body: 40 Acres of Valuable Land, situated in Gibbie's Bay, having sixteen and a-half chains of frontage to the beach; also the same frontage to the Charteris Bay Road. Apply to xyxy=(681,792,894,818)
ad-body: NOW ON VIEW, and FOR SALE, a few clever hackneys. Apply to xyxy=(463,832,670,850)
ad-signature: J. MARTIN HEYWOOD, xyxy=(377,1180,452,1189)
advertisement xyxy=(681,737,894,773)
contract-label: Contract No. 2. xyxy=(541,953,592,962)
ad-line: IN THE CENTRE OF THE TOWNSHIP. xyxy=(709,68,865,77)
ad-body: A small quantity of Standing Crops of Potatoes, Swedes and Mangold Wurtzell, and some Thoroughbred Durham Calves and Yearlings, and other Cattle, the property of MR. J. HAMILTON WARD. xyxy=(905,1007,1099,1041)
ad-items: 2 sets superior cart and leading harness · 2 hhds. Hennessy's pale brandy. Sale at 1 o'clock. xyxy=(905,1235,1099,1253)
column-3 xyxy=(458,31,676,1699)
ad-line: Enquire personally of xyxy=(752,490,823,499)
ad-title: FOR SALE, xyxy=(313,1071,366,1081)
ad-title: DART. xyxy=(773,620,802,630)
ad-date: Lyttelton, 25th February, 1859. xyxy=(905,906,1007,915)
ad-title: CHRIST'S COLLEGE, CANTERBURY. xyxy=(915,200,1089,210)
ad-subtitle: SMALL FARM. xyxy=(951,44,1053,54)
advertisement xyxy=(681,861,894,998)
divider xyxy=(239,1066,440,1067)
article-paragraph: A third and preferable line passes through Lee's flat, and crosses the occupation road with only 16 feet embankment, rising 1 in 60, then enters a cutting in the wide sloping ground below Mr. Cookson's, attaining the depth of 35 feet at 35 feet above high water, in Mr. Cookson's orchard, where the mouth of the tunnel would be, and thence descending 1 in 200 into Lyttelton. Ten chains or thereabouts may be carried on a level at the mouth, and the transverse section of the ground being flat there is no difficulty in widening the cutting whenever a siding is required to receive agricultural produce, which might be sent to Lyttelton at proper times under the charge of a breaksman, without engine power. xyxy=(15,31,216,131)
ad-line: WILL SHORTLY BE OFFERED AS ABOVE, xyxy=(702,176,873,185)
contract-line: Woodman and Wright, 6s. 6d. per yard. Smith and Blackler, 9s. per yard. Marshall, 6s. per yard. Trelease, 6s. per yard. xyxy=(463,1018,670,1035)
ad-title: METALLING HAREWOOD ROAD. xyxy=(489,1007,644,1017)
advertisement xyxy=(463,560,670,738)
section-heading-local: Local Intelligence. xyxy=(32,760,199,777)
ad-line: FRONTAGE OF TWELVE AND A-HALF CHAINS xyxy=(691,131,883,140)
article-paragraph: One vertical dyke of solid whinstone of moderate hardness, cuts the line of the tunnel at an oblique angle, and I have seen some indications of a second intersecting dyke. The rocks on either side of these dykes do not appear disturbed, but merely cleft asunder and injected with 16 feet of fluid stone. xyxy=(15,440,216,491)
ad-signature: JOHN OLLIVIER, xyxy=(614,1049,670,1058)
ad-line: PRINCIPAL HOTELS xyxy=(715,244,860,254)
ad-title: FOR SALE, xyxy=(975,33,1029,42)
ad-signature: E. J. JONES, xyxy=(630,131,670,140)
ad-line: Ex Dart on Arrival. xyxy=(971,838,1033,847)
divider xyxy=(917,1078,1087,1079)
ad-title: DISSOLUTION OF PARTNERSHIP. xyxy=(707,860,868,870)
column-4 xyxy=(676,31,900,1699)
